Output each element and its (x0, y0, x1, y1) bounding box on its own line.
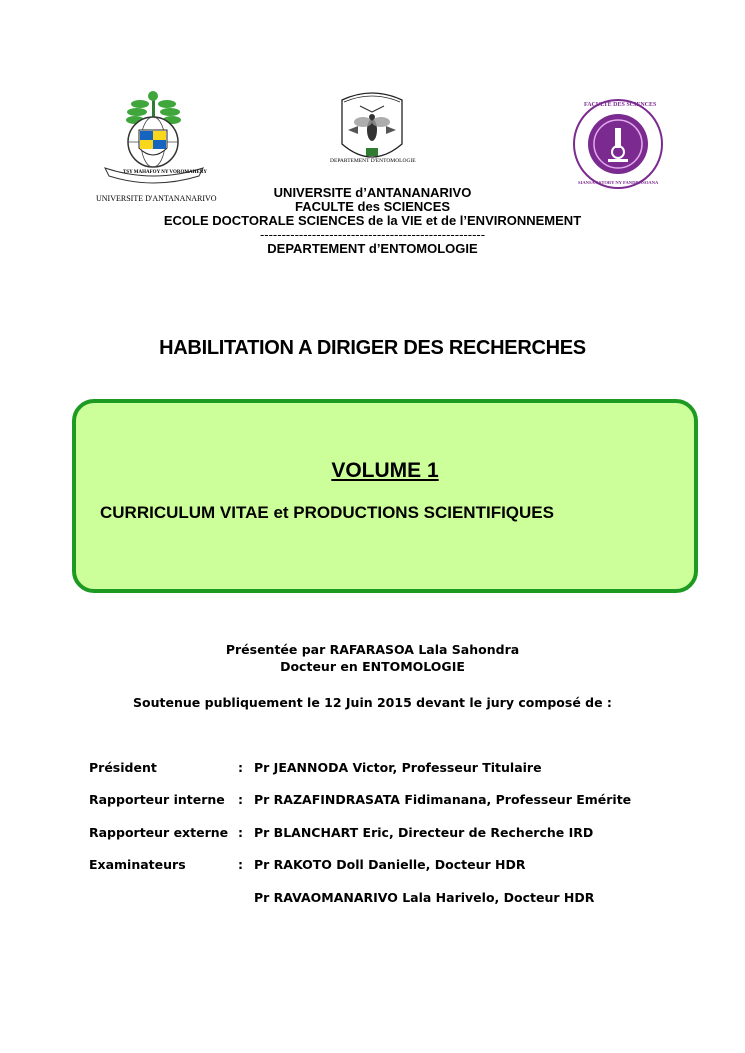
jury-role: Président (89, 760, 157, 775)
jury-role: Examinateurs (89, 857, 186, 872)
presented-by: Présentée par RAFARASOA Lala Sahondra (225, 642, 520, 657)
jury-colon: : (238, 792, 243, 807)
jury-colon: : (238, 825, 243, 840)
jury-row (89, 760, 542, 775)
jury-colon: : (238, 857, 243, 872)
volume-subtitle: CURRICULUM VITAE et PRODUCTIONS SCIENTIFIQUES (100, 503, 554, 522)
jury-member: Pr RAVAOMANARIVO Lala Harivelo, Docteur HDR (254, 890, 595, 905)
jury-member: Pr JEANNODA Victor, Professeur Titulaire (254, 760, 542, 775)
university-logo (95, 90, 215, 190)
faculty-logo (570, 96, 666, 192)
jury-role: Rapporteur interne (89, 792, 225, 807)
document-title: HABILITATION A DIRIGER DES RECHERCHES (159, 337, 586, 359)
entomology-caption: DEPARTEMENT D'ENTOMOLOGIE (330, 158, 416, 164)
volume-box (72, 399, 698, 593)
university-crest-icon (95, 90, 215, 190)
header-university: UNIVERSITE d’ANTANANARIVO (273, 185, 472, 200)
header-department: DEPARTEMENT d’ENTOMOLOGIE (267, 241, 478, 256)
volume-label: VOLUME 1 (331, 459, 439, 482)
institution-header (0, 186, 745, 256)
university-caption: UNIVERSITE D'ANTANANARIVO (96, 194, 217, 203)
jury-member: Pr BLANCHART Eric, Directeur de Recherche IRD (254, 825, 594, 840)
header-separator: ---------------------------------------------------- (259, 227, 486, 242)
jury-role: Rapporteur externe (89, 825, 229, 840)
jury-member: Pr RAKOTO Doll Danielle, Docteur HDR (254, 857, 526, 872)
header-faculty: FACULTE des SCIENCES (294, 199, 451, 214)
jury-member: Pr RAZAFINDRASATA Fidimanana, Professeur Emérite (254, 792, 632, 807)
defense-statement: Soutenue publiquement le 12 Juin 2015 devant le jury composé de : (133, 695, 612, 710)
jury-row (89, 890, 594, 905)
jury-row (89, 825, 593, 840)
header-doctoral-school: ECOLE DOCTORALE SCIENCES de la VIE et de l’ENVIRONNEMENT (163, 213, 582, 228)
degree: Docteur en ENTOMOLOGIE (280, 659, 465, 674)
jury-colon: : (238, 760, 243, 775)
faculty-ring-top: FACULTE DES SCIENCES (584, 102, 657, 108)
faculty-ring-bottom: SIANSA ASTORY NY FANDROSOANA (578, 180, 659, 185)
jury-row (89, 857, 525, 872)
faculty-seal-icon (570, 96, 666, 192)
jury-row (89, 792, 631, 807)
ribbon-text: TSY MAHAFOY NY VOROMAHERY (123, 170, 207, 175)
entomology-logo (322, 86, 422, 170)
